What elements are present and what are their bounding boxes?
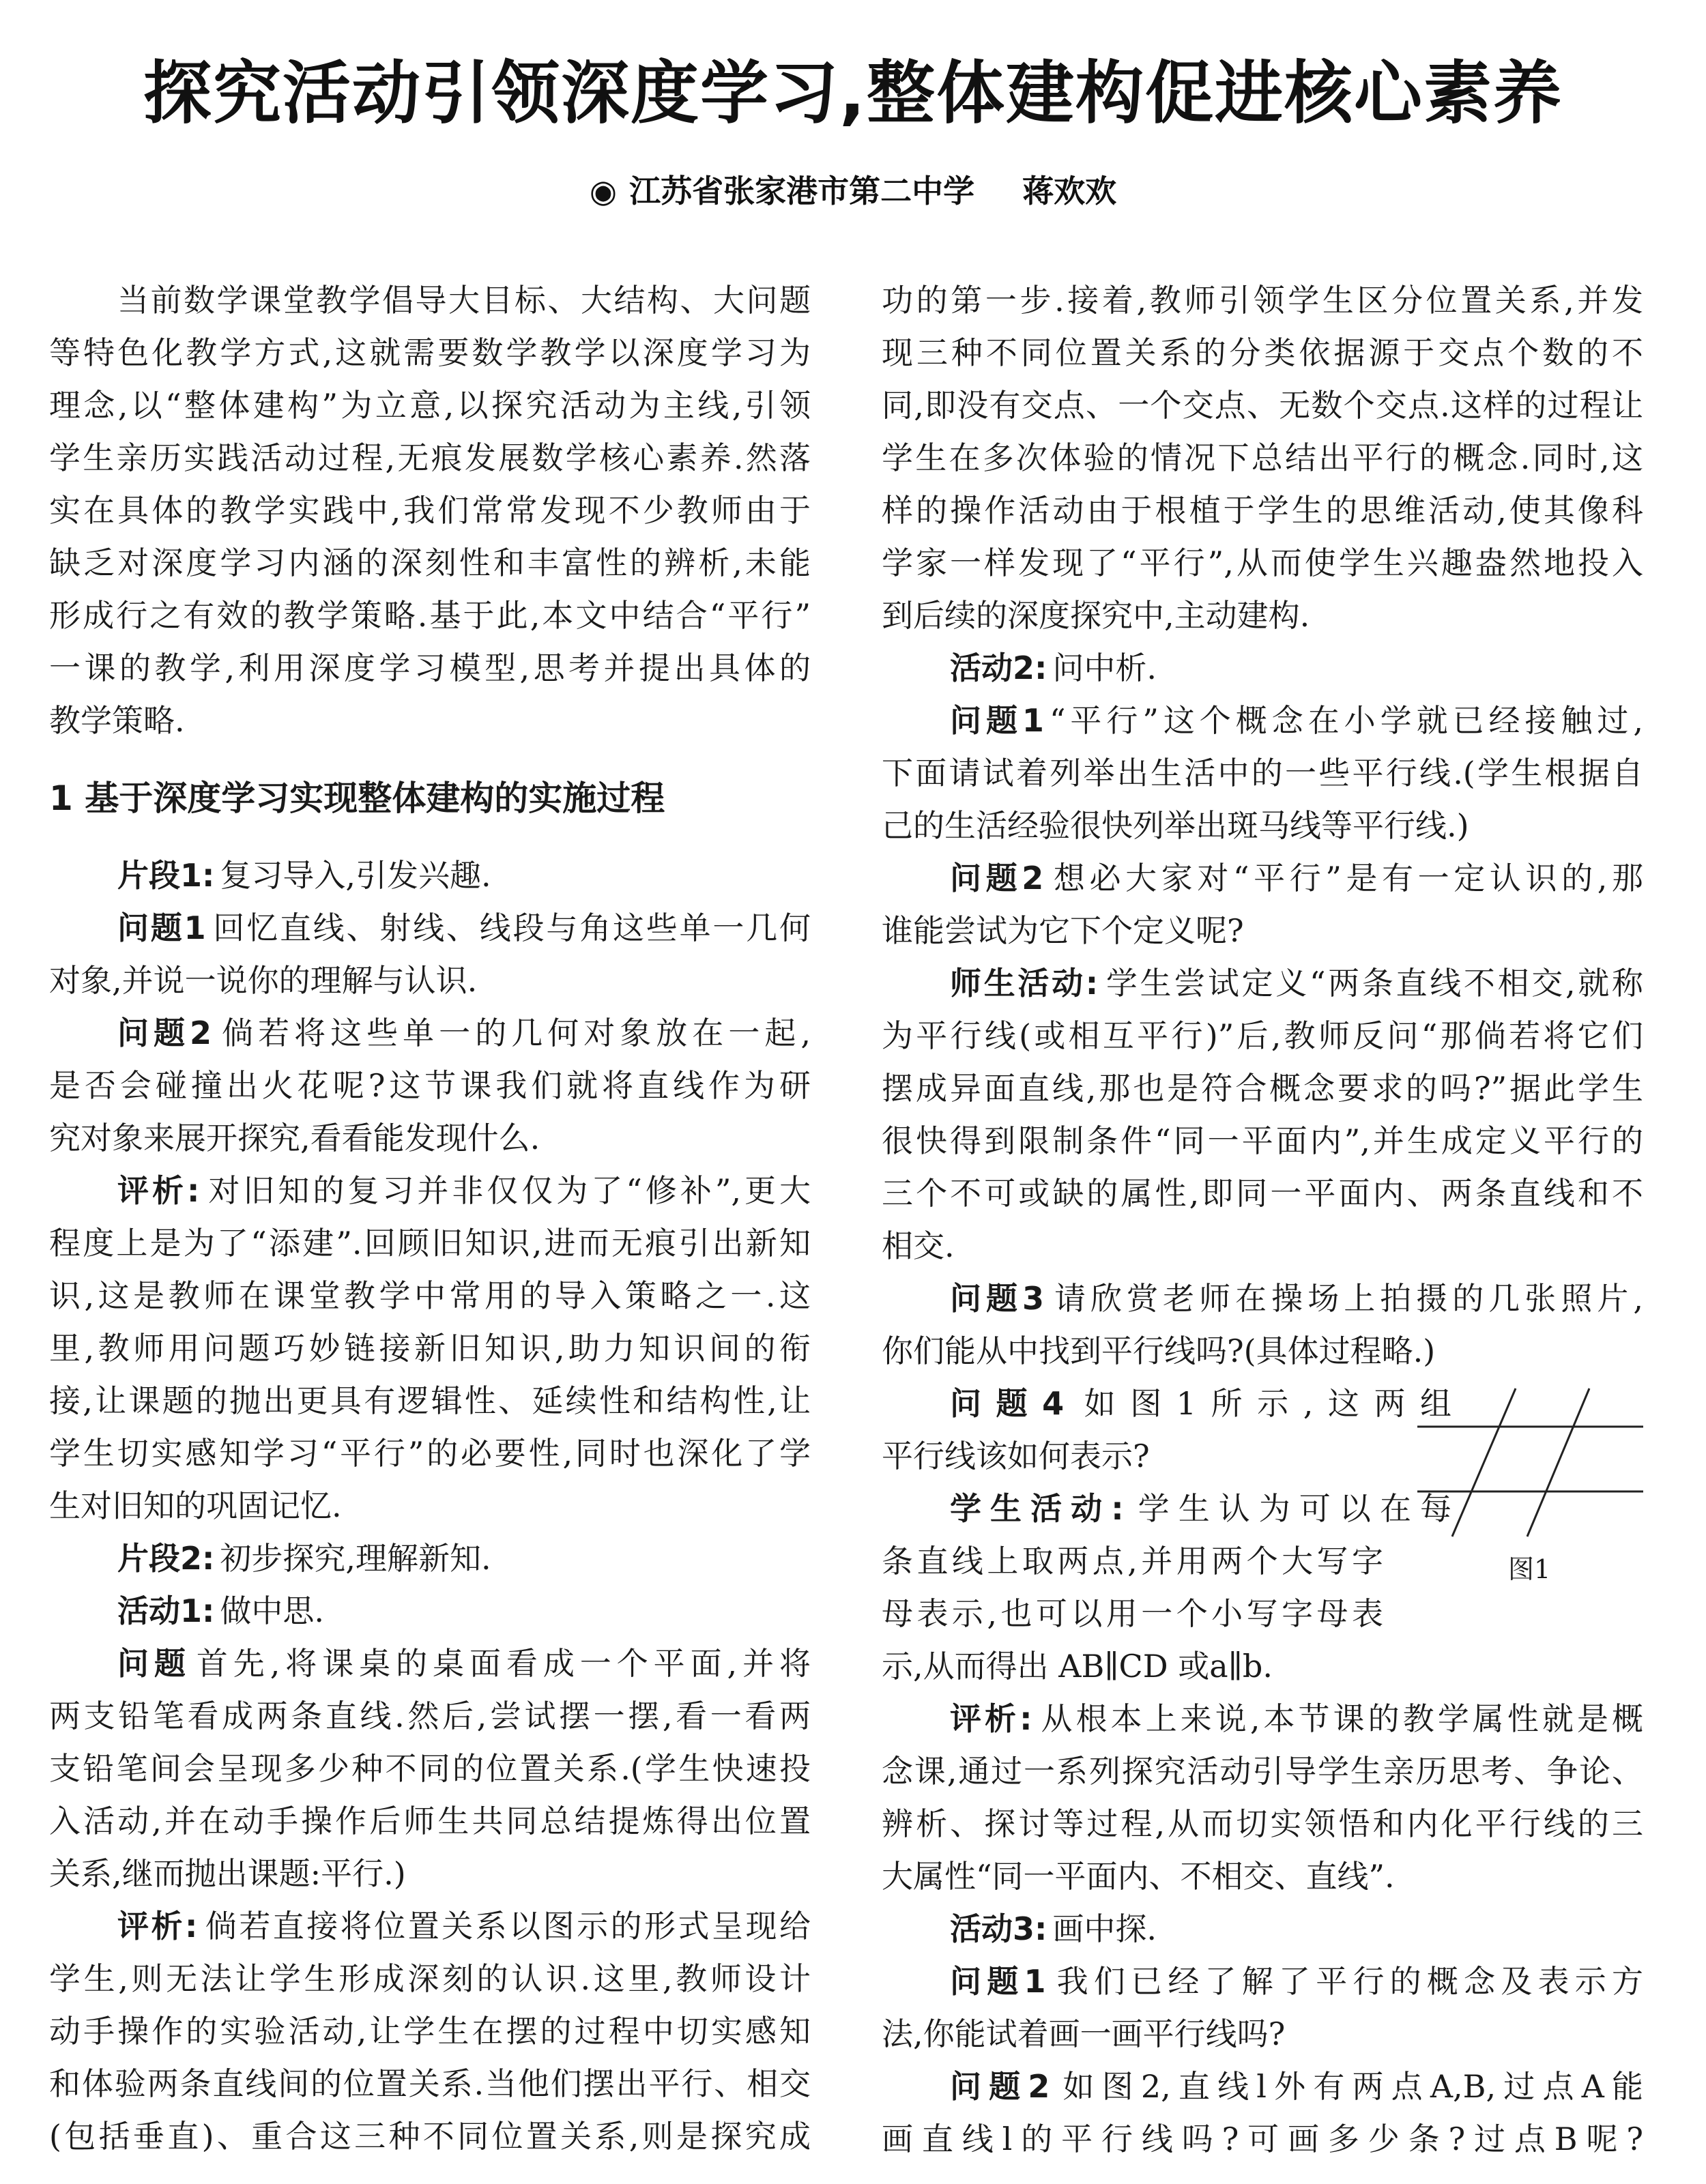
line-text: 样的操作活动由于根植于学生的思维活动,使其像科 <box>882 492 1643 529</box>
line-text: 首先,将课桌的桌面看成一个平面,并将 <box>196 1645 811 1682</box>
text-line <box>882 2061 1643 2113</box>
paragraph-label: 评析: <box>117 1172 200 1209</box>
text-line <box>49 1427 811 1480</box>
text-line <box>49 589 811 642</box>
line-text: 里,教师用问题巧妙链接新旧知识,助力知识间的衔 <box>49 1330 811 1367</box>
line-text: 到后续的深度探究中,主动建构. <box>882 597 1310 634</box>
line-text: 和体验两条直线间的位置关系.当他们摆出平行、相交 <box>49 2065 811 2102</box>
line-text: 是否会碰撞出火花呢?这节课我们就将直线作为研 <box>49 1067 811 1104</box>
line-text: 谁能尝试为它下个定义呢? <box>882 912 1244 949</box>
text-line <box>882 1850 1643 1903</box>
line-text: 接,让课题的抛出更具有逻辑性、延续性和结构性,让 <box>49 1382 811 1419</box>
paragraph <box>882 1955 1643 2061</box>
text-line <box>882 1167 1643 1220</box>
line-text: 做中思. <box>220 1592 325 1629</box>
text-line <box>882 379 1643 432</box>
paragraph <box>49 902 811 1007</box>
text-line <box>882 957 1643 1010</box>
line-text: 当前数学课堂教学倡导大目标、大结构、大问题 <box>117 282 811 319</box>
author-school: 江苏省张家港市第二中学 <box>629 173 975 209</box>
text-line <box>49 1375 811 1427</box>
line-text: 学生在多次体验的情况下总结出平行的概念.同时,这 <box>882 439 1643 476</box>
author-line <box>0 167 1706 215</box>
paragraph-label: 活动2: <box>950 650 1047 686</box>
left-column <box>49 274 811 2163</box>
paragraph <box>49 1585 811 1637</box>
slanted-line-1 <box>1452 1388 1516 1537</box>
text-line <box>49 432 811 484</box>
paragraph <box>49 274 811 747</box>
line-text: 初步探究,理解新知. <box>220 1540 491 1577</box>
text-line <box>49 484 811 537</box>
text-line <box>49 1112 811 1165</box>
paragraph-label: 问题1 <box>950 702 1044 739</box>
text-line <box>49 1900 811 1953</box>
text-line <box>882 2113 1643 2166</box>
paragraph <box>882 274 1643 642</box>
text-line <box>882 1588 1383 1640</box>
text-line <box>882 327 1643 379</box>
line-text: 从根本上来说,本节课的教学属性就是概 <box>1037 1700 1643 1737</box>
line-text: 画直线l的平行线吗?可画多少条?过点B呢? <box>882 2121 1643 2157</box>
text-line <box>882 1693 1643 1745</box>
slanted-line-2 <box>1527 1388 1589 1537</box>
paragraph-label: 问题 <box>117 1645 191 1682</box>
paragraph <box>49 1165 811 1532</box>
text-line <box>49 1007 811 1060</box>
line-text: 动手操作的实验活动,让学生在摆的过程中切实感知 <box>49 2013 811 2050</box>
text-line <box>49 537 811 589</box>
line-text: 学生,则无法让学生形成深刻的认识.这里,教师设计 <box>49 1960 811 1997</box>
text-line <box>882 1062 1643 1115</box>
line-text: 学家一样发现了“平行”,从而使学生兴趣盎然地投入 <box>882 544 1643 581</box>
line-text: 对旧知的复习并非仅仅为了“修补”,更大 <box>205 1172 811 1209</box>
text-line <box>49 1690 811 1743</box>
paragraph-label: 问题1 <box>950 1963 1046 2000</box>
line-text: 辨析、探讨等过程,从而切实领悟和内化平行线的三 <box>882 1805 1643 1842</box>
paragraph <box>882 695 1643 852</box>
line-text: 画中探. <box>1052 1910 1157 1947</box>
paragraph-label: 评析: <box>950 1700 1032 1737</box>
article-title: 探究活动引领深度学习,整体建构促进核心素养 <box>143 53 1563 133</box>
paragraph-label: 学生活动: <box>950 1490 1124 1527</box>
text-line <box>49 2058 811 2110</box>
text-line <box>882 1640 1383 1693</box>
text-line <box>882 1483 1451 1535</box>
line-text: 识,这是教师在课堂教学中常用的导入策略之一.这 <box>49 1277 811 1314</box>
text-line <box>882 589 1643 642</box>
line-text: 倘若直接将位置关系以图示的形式呈现给 <box>203 1908 811 1945</box>
paragraph-label: 活动3: <box>950 1910 1047 1947</box>
right-column <box>882 274 1643 2166</box>
text-line <box>49 1848 811 1900</box>
line-text: 对象,并说一说你的理解与认识. <box>49 962 478 999</box>
paragraph <box>882 1693 1643 1903</box>
line-text: 学生尝试定义“两条直线不相交,就称 <box>1103 965 1643 1002</box>
bullet-icon: ◉ <box>589 173 618 209</box>
line-text: “平行”这个概念在小学就已经接触过, <box>1049 702 1643 739</box>
paragraph-label: 问题2 <box>950 2068 1050 2105</box>
line-text: 程度上是为了“添建”.回顾旧知识,进而无痕引出新知 <box>49 1225 811 1262</box>
line-text: 如图2,直线l外有两点A,B,过点A能 <box>1055 2068 1643 2105</box>
line-text: 现三种不同位置关系的分类依据源于交点个数的不 <box>882 334 1643 371</box>
line-text: 请欣赏老师在操场上拍摄的几张照片, <box>1050 1280 1643 1317</box>
line-text: 母表示,也可以用一个小写字母表 <box>882 1595 1383 1632</box>
text-line <box>882 800 1643 852</box>
text-line <box>49 1060 811 1112</box>
paragraph <box>882 2061 1643 2166</box>
line-text: 形成行之有效的教学策略.基于此,本文中结合“平行” <box>49 597 811 634</box>
paragraph <box>882 852 1643 957</box>
line-text: 实在具体的教学实践中,我们常常发现不少教师由于 <box>49 492 811 529</box>
line-text: 回忆直线、射线、线段与角这些单一几何 <box>211 909 811 946</box>
paragraph <box>882 957 1643 1272</box>
paragraph-label: 问题2 <box>950 860 1044 897</box>
line-text: 条直线上取两点,并用两个大写字 <box>882 1543 1383 1579</box>
line-text: 学生切实感知学习“平行”的必要性,同时也深化了学 <box>49 1435 811 1472</box>
line-text: 下面请试着列举出生活中的一些平行线.(学生根据自 <box>882 755 1643 791</box>
text-line <box>882 852 1643 905</box>
line-text: 生对旧知的巩固记忆. <box>49 1487 342 1524</box>
text-line <box>49 1217 811 1270</box>
text-line <box>49 642 811 695</box>
author-name: 蒋欢欢 <box>1022 173 1117 209</box>
text-line <box>882 695 1643 747</box>
text-line <box>49 1743 811 1795</box>
line-text: 三个不可或缺的属性,即同一平面内、两条直线和不 <box>882 1175 1643 1212</box>
text-line <box>49 955 811 1007</box>
text-line <box>882 1535 1383 1588</box>
line-text: 如图1所示,这两组 <box>1069 1385 1451 1422</box>
paragraph-label: 问题3 <box>950 1280 1045 1317</box>
paragraph <box>49 1900 811 2163</box>
line-text: 理念,以“整体建构”为立意,以探究活动为主线,引领 <box>49 387 811 424</box>
line-text: 很快得到限制条件“同一平面内”,并生成定义平行的 <box>882 1122 1643 1159</box>
paragraph-label: 问题2 <box>117 1015 212 1051</box>
line-text: 等特色化教学方式,这就需要数学教学以深度学习为 <box>49 334 811 371</box>
text-line <box>882 274 1643 327</box>
text-line <box>49 1532 811 1585</box>
line-text: 念课,通过一系列探究活动引导学生亲历思考、争论、 <box>882 1753 1643 1790</box>
paragraph <box>882 1903 1643 1955</box>
text-line <box>49 902 811 955</box>
line-text: 平行线该如何表示? <box>882 1438 1150 1474</box>
line-text: 相交. <box>882 1227 955 1264</box>
text-line <box>49 2005 811 2058</box>
text-line <box>882 1115 1643 1167</box>
line-text: 为平行线(或相互平行)”后,教师反问“那倘若将它们 <box>882 1017 1643 1054</box>
text-line <box>49 1165 811 1217</box>
paragraph-label: 师生活动: <box>950 965 1099 1002</box>
text-line <box>882 1220 1643 1272</box>
text-line <box>882 1272 1643 1325</box>
text-line <box>49 1953 811 2005</box>
line-text: 大属性“同一平面内、不相交、直线”. <box>882 1858 1395 1895</box>
text-line <box>49 849 811 902</box>
paragraph <box>49 1637 811 1900</box>
paragraph-label: 问题4 <box>950 1385 1065 1422</box>
text-line <box>882 1798 1643 1850</box>
line-text: 关系,继而抛出课题:平行.) <box>49 1855 406 1892</box>
line-text: 己的生活经验很快列举出斑马线等平行线.) <box>882 807 1469 844</box>
text-line <box>49 379 811 432</box>
line-text: 同,即没有交点、一个交点、无数个交点.这样的过程让 <box>882 387 1643 424</box>
text-line <box>882 432 1643 484</box>
text-line <box>49 1585 811 1637</box>
text-line <box>882 1745 1643 1798</box>
text-line <box>882 1955 1643 2008</box>
paragraph-label: 活动1: <box>117 1592 215 1629</box>
paragraph <box>49 1007 811 1165</box>
paragraph-label: 片段2: <box>117 1540 215 1577</box>
text-line <box>49 1795 811 1848</box>
line-text: 问中析. <box>1052 650 1157 686</box>
paragraph <box>49 1532 811 1585</box>
line-text: 你们能从中找到平行线吗?(具体过程略.) <box>882 1333 1436 1369</box>
line-text: 两支铅笔看成两条直线.然后,尝试摆一摆,看一看两 <box>49 1698 811 1734</box>
line-text: (包括垂直)、重合这三种不同位置关系,则是探究成 <box>49 2118 811 2155</box>
text-line <box>882 537 1643 589</box>
line-text: 我们已经了解了平行的概念及表示方 <box>1051 1963 1643 2000</box>
text-line <box>882 484 1643 537</box>
paragraph <box>882 1272 1643 1378</box>
line-text: 支铅笔间会呈现多少种不同的位置关系.(学生快速投 <box>49 1750 811 1787</box>
figure-1-parallel-lines <box>1413 1382 1648 1545</box>
line-text: 示,从而得出 AB∥CD 或a∥b. <box>882 1648 1273 1685</box>
line-text: 法,你能试着画一画平行线吗? <box>882 2015 1286 2052</box>
text-line <box>49 1322 811 1375</box>
line-text: 功的第一步.接着,教师引领学生区分位置关系,并发 <box>882 282 1643 319</box>
text-line <box>882 747 1643 800</box>
text-line <box>882 1903 1643 1955</box>
line-text: 究对象来展开探究,看看能发现什么. <box>49 1120 540 1156</box>
text-line <box>882 1378 1451 1430</box>
paragraph-label: 片段1: <box>117 857 215 894</box>
paragraph-label: 评析: <box>117 1908 198 1945</box>
line-text: 入活动,并在动手操作后师生共同总结提炼得出位置 <box>49 1803 811 1839</box>
line-text: 学生认为可以在每 <box>1129 1490 1451 1527</box>
text-line <box>882 1325 1643 1378</box>
line-text: 缺乏对深度学习内涵的深刻性和丰富性的辨析,未能 <box>49 544 811 581</box>
text-line <box>49 695 811 747</box>
paragraph <box>882 642 1643 695</box>
text-line <box>49 1637 811 1690</box>
text-line <box>882 642 1643 695</box>
paragraph-label: 问题1 <box>117 909 206 946</box>
line-text: 教学策略. <box>49 702 185 739</box>
text-line <box>882 1430 1383 1483</box>
text-line <box>49 274 811 327</box>
paragraph <box>49 849 811 902</box>
section-heading: 1 基于深度学习实现整体建构的实施过程 <box>49 778 665 818</box>
line-text: 复习导入,引发兴趣. <box>220 857 491 894</box>
line-text: 想必大家对“平行”是有一定认识的,那 <box>1049 860 1644 897</box>
figure-1-caption: 图1 <box>1508 1554 1551 1584</box>
line-text: 倘若将这些单一的几何对象放在一起, <box>217 1015 811 1051</box>
line-text: 摆成异面直线,那也是符合概念要求的吗?”据此学生 <box>882 1070 1643 1107</box>
text-line <box>882 2008 1643 2061</box>
line-text: 一课的教学,利用深度学习模型,思考并提出具体的 <box>49 650 811 686</box>
text-line <box>49 327 811 379</box>
text-line <box>49 1480 811 1532</box>
text-line <box>49 1270 811 1322</box>
line-text: 学生亲历实践活动过程,无痕发展数学核心素养.然落 <box>49 439 811 476</box>
text-line <box>882 1010 1643 1062</box>
text-line <box>49 2110 811 2163</box>
text-line <box>882 905 1643 957</box>
